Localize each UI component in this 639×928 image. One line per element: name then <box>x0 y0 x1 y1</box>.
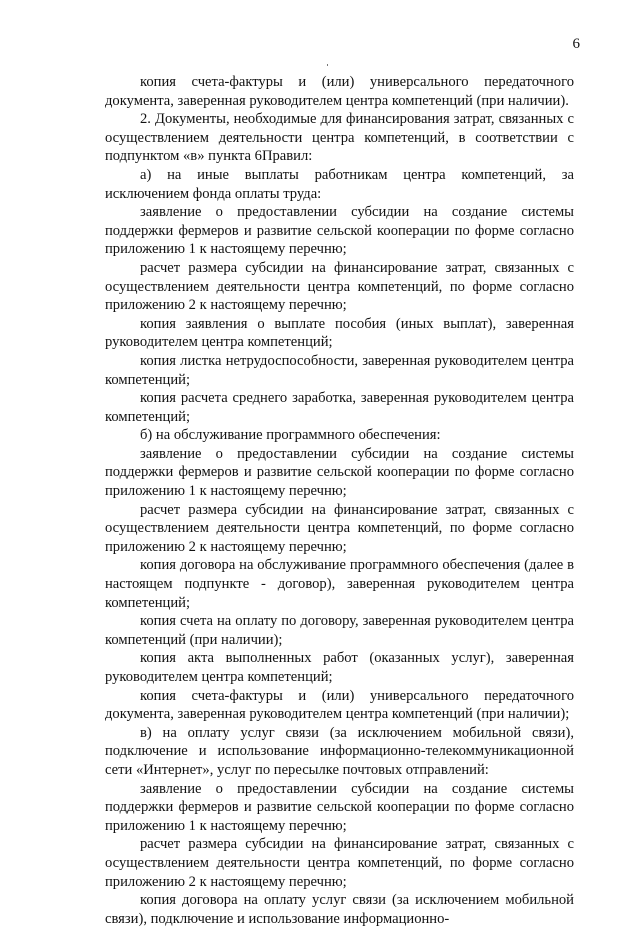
paragraph: расчет размера субсидии на финансирование затрат, связанных с осуществлением деятельности центра компетенций, по форме согласно приложению 2 к настоящему перечню; <box>105 259 574 314</box>
paragraph: копия расчета среднего заработка, заверенная руководителем центра компетенций; <box>105 390 574 425</box>
paragraph: копия договора на оплату услуг связи (за исключением мобильной связи), подключение и использование информационно- <box>105 892 574 927</box>
paragraph: в) на оплату услуг связи (за исключением мобильной связи), подключение и использование информационно-телекоммуникационной сети «Интернет», услуг по пересылке почтовых отправлений: <box>105 724 574 778</box>
document-body <box>105 73 574 928</box>
paragraph: а) на иные выплаты работникам центра компетенций, за исключением фонда оплаты труда: <box>105 166 574 202</box>
paragraph: копия акта выполненных работ (оказанных услуг), заверенная руководителем центра компетенций; <box>105 650 574 685</box>
paragraph: 2. Документы, необходимые для финансирования затрат, связанных с осуществлением деятельности центра компетенций, в соответствии с подпунктом «в» пункта 6Правил: <box>105 111 574 165</box>
paragraph: заявление о предоставлении субсидии на создание системы поддержки фермеров и развитие сельской кооперации по форме согласно приложению 1 к настоящему перечню; <box>105 780 574 834</box>
paragraph: заявление о предоставлении субсидии на создание системы поддержки фермеров и развитие сельской кооперации по форме согласно приложению 1 к настоящему перечню; <box>105 204 574 258</box>
paragraph: расчет размера субсидии на финансирование затрат, связанных с осуществлением деятельности центра компетенций, по форме согласно приложению 2 к настоящему перечню; <box>105 501 574 555</box>
paragraph: копия счета-фактуры и (или) универсального передаточного документа, заверенная руководителем центра компетенций (при наличии); <box>105 687 574 723</box>
page-number: 6 <box>572 36 580 52</box>
paragraph: копия заявления о выплате пособия (иных выплат), заверенная руководителем центра компетенций; <box>105 315 574 351</box>
paragraph: б) на обслуживание программного обеспечения: <box>140 427 441 444</box>
paragraph: заявление о предоставлении субсидии на создание системы поддержки фермеров и развитие сельской кооперации по форме согласно приложению 1 к настоящему перечню; <box>105 445 574 500</box>
paragraph: копия договора на обслуживание программного обеспечения (далее в настоящем подпункте - договор), заверенная руководителем центра компетенций; <box>105 557 574 611</box>
paragraph: копия счета-фактуры и (или) универсального передаточного документа, заверенная руководителем центра компетенций (при наличии). <box>105 74 574 109</box>
paragraph: копия счета на оплату по договору, заверенная руководителем центра компетенций (при наличии); <box>105 613 574 648</box>
paragraph: расчет размера субсидии на финансирование затрат, связанных с осуществлением деятельности центра компетенций, по форме согласно приложению 2 к настоящему перечню; <box>105 836 574 890</box>
scan-mark <box>327 64 328 66</box>
paragraph: копия листка нетрудоспособности, заверенная руководителем центра компетенций; <box>105 352 574 388</box>
